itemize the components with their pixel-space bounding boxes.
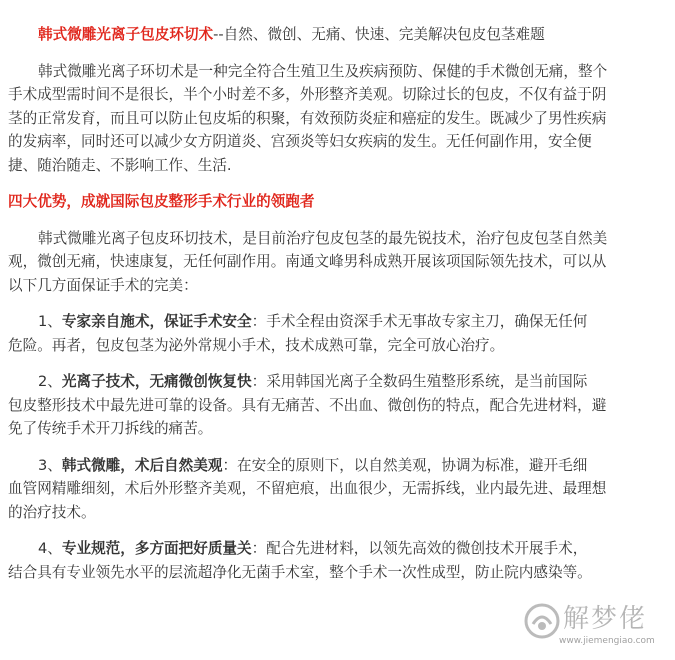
watermark-logo-icon	[523, 602, 561, 640]
item-number: 1、	[38, 313, 62, 330]
item-title: 专业规范，多方面把好质量关	[61, 540, 252, 557]
heading-subtitle: --自然、微创、无痛、快速、完美解决包皮包茎难题	[213, 26, 545, 43]
item-number: 4、	[38, 540, 62, 557]
item-line: 的治疗技术。	[8, 503, 96, 521]
paragraph-line: 捷、随治随走、不影响工作、生活.	[8, 156, 232, 174]
item-number: 3、	[38, 456, 62, 474]
watermark-url: www.jiemengiao.com	[559, 636, 655, 646]
list-item	[8, 310, 668, 357]
list-item	[8, 537, 668, 584]
paragraph-line: 以下几方面保证手术的完美：	[8, 276, 198, 294]
item-text: ：在安全的原则下，以自然美观，协调为标准，避开毛细	[222, 456, 588, 474]
item-title: 专家亲自施术，保证手术安全	[61, 313, 252, 330]
intro-paragraph	[8, 60, 668, 178]
item-title: 韩式微雕，术后自然美观	[61, 456, 223, 474]
advantage-paragraph	[8, 227, 668, 298]
paragraph-line: 韩式微雕光离子环切术是一种完全符合生殖卫生及疾病预防、保健的手术微创无痛，整个	[38, 62, 608, 80]
item-title: 光离子技术，无痛微创恢复快	[61, 373, 252, 390]
article	[8, 0, 668, 584]
item-text: ：配合先进材料，以领先高效的微创技术开展手术，	[251, 540, 588, 557]
item-text: ：采用韩国光离子全数码生殖整形系统，是当前国际	[251, 373, 588, 390]
item-text: ：手术全程由资深手术无事故专家主刀，确保无任何	[251, 313, 588, 330]
paragraph-line: 观，微创无痛，快速康复，无任何副作用。南通文峰男科成熟开展该项国际领先技术，可以从	[8, 253, 607, 270]
item-line: 结合具有专业领先水平的层流超净化无菌手术室，整个手术一次性成型，防止院内感染等。	[8, 563, 592, 581]
list-item	[8, 454, 668, 525]
paragraph-line: 茎的正常发育，而且可以防止包皮垢的积聚，有效预防炎症和癌症的发生。既减少了男性疾病	[8, 109, 607, 127]
item-line: 危险。再者，包皮包茎为泌外常规小手术，技术成熟可靠，完全可放心治疗。	[8, 336, 505, 354]
item-line: 免了传统手术开刀拆线的痛苦。	[8, 420, 213, 437]
item-line: 包皮整形技术中最先进可靠的设备。具有无痛苦、不出血、微创伤的特点，配合先进材料，避	[8, 396, 607, 414]
paragraph-line: 手术成型需时间不是很长，半个小时差不多，外形整齐美观。切除过长的包皮，不仅有益于阴	[8, 86, 607, 103]
watermark-text: 解梦佬	[563, 604, 648, 634]
heading-title: 韩式微雕光离子包皮环切术	[38, 26, 214, 43]
item-line: 血管网精雕细刻，术后外形整齐美观，不留疤痕，出血很少，无需拆线，业内最先进、最理想	[8, 480, 607, 497]
item-number: 2、	[38, 373, 62, 390]
article-heading	[8, 23, 668, 47]
watermark	[519, 596, 669, 656]
section-heading: 四大优势，成就国际包皮整形手术行业的领跑者	[8, 193, 315, 210]
list-item	[8, 370, 668, 441]
paragraph-line: 的发病率，同时还可以减少女方阴道炎、宫颈炎等妇女疾病的发生。无任何副作用，安全便	[8, 133, 592, 150]
paragraph-line: 韩式微雕光离子包皮环切技术，是目前治疗包皮包茎的最先锐技术，治疗包皮包茎自然美	[38, 229, 608, 247]
